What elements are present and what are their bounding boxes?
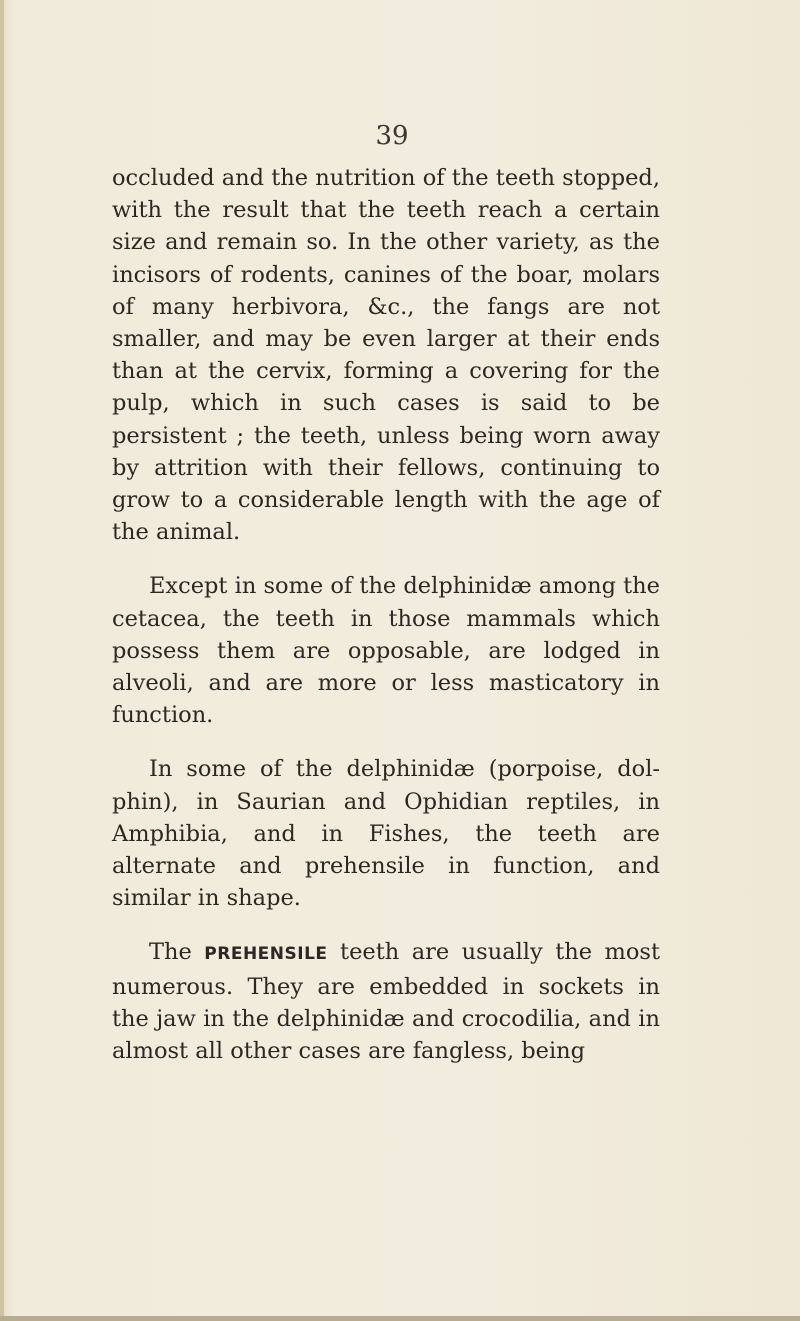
paragraph-4-lead: The <box>149 939 205 966</box>
prehensile-term: PREHENSILE <box>204 944 328 965</box>
paragraph-4 <box>112 936 660 1067</box>
paragraph-4-text: teeth are usually the most numerous. They are embedded in sockets in the jaw in the delphinidæ and crocodilia, and in almost all other cases are fangless, being <box>112 939 660 1065</box>
page-bottom-edge <box>0 1316 800 1321</box>
page-spine-edge <box>0 0 4 1321</box>
page-number: 39 <box>375 121 409 151</box>
paragraph-2: Except in some of the delphinidæ among the cetacea, the teeth in those mammals which possess them are opposable, are lodged in alveoli, and are more or less masticatory in function. <box>112 573 660 729</box>
body-text <box>112 162 660 1067</box>
paragraph-1: occluded and the nutrition of the teeth stopped, with the result that the teeth reach a certain size and remain so. In the other variety, as the incisors of rodents, canines of the boar, molars of many herbivora, &c., the fangs are not smaller, and may be even larger at their ends than at the cervix, forming a covering for the pulp, which in such cases is said to be persistent ; the teeth, unless being worn away by attrition with their fellows, continuing to grow to a considerable length with the age of the animal. <box>112 165 660 546</box>
paragraph-3: In some of the delphinidæ (porpoise, dol-phin), in Saurian and Ophidian reptiles, in Amphibia, and in Fishes, the teeth are alternate and prehensile in function, and similar in shape. <box>112 756 660 912</box>
